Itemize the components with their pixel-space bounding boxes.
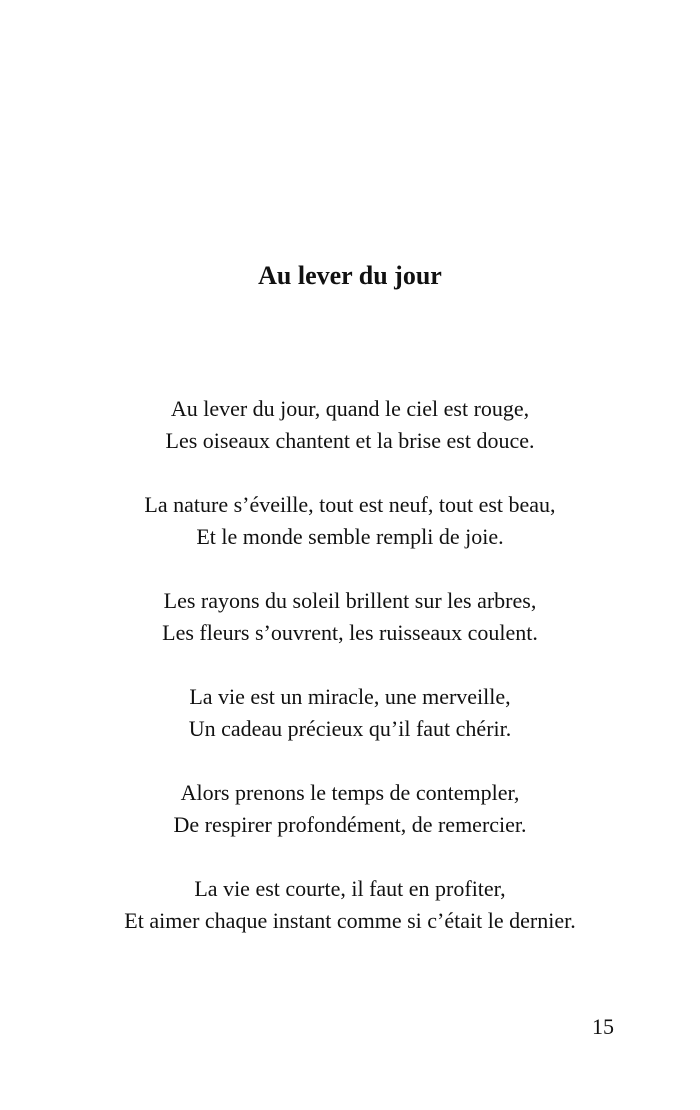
- verse-line: Alors prenons le temps de contempler,: [180, 780, 520, 805]
- verse-line: Et le monde semble rempli de joie.: [196, 524, 504, 549]
- page-number: 15: [592, 1014, 614, 1039]
- stanza-1: [0, 393, 700, 457]
- verse-line: Les rayons du soleil brillent sur les arbres,: [163, 588, 537, 613]
- verse-line: La vie est courte, il faut en profiter,: [194, 876, 506, 901]
- poem-body: [0, 393, 700, 969]
- verse-line: De respirer profondément, de remercier.: [173, 812, 527, 837]
- stanza-6: [0, 873, 700, 937]
- verse-line: La vie est un miracle, une merveille,: [189, 684, 511, 709]
- verse-line: Un cadeau précieux qu’il faut chérir.: [188, 716, 512, 741]
- verse-line: Et aimer chaque instant comme si c’était le dernier.: [124, 908, 576, 933]
- verse-line: Au lever du jour, quand le ciel est rouge,: [170, 396, 530, 421]
- stanza-4: [0, 681, 700, 745]
- verse-line: Les oiseaux chantent et la brise est douce.: [165, 428, 535, 453]
- poem-title: Au lever du jour: [258, 261, 442, 290]
- verse-line: La nature s’éveille, tout est neuf, tout est beau,: [144, 492, 556, 517]
- stanza-3: [0, 585, 700, 649]
- stanza-5: [0, 777, 700, 841]
- verse-line: Les fleurs s’ouvrent, les ruisseaux coulent.: [162, 620, 538, 645]
- stanza-2: [0, 489, 700, 553]
